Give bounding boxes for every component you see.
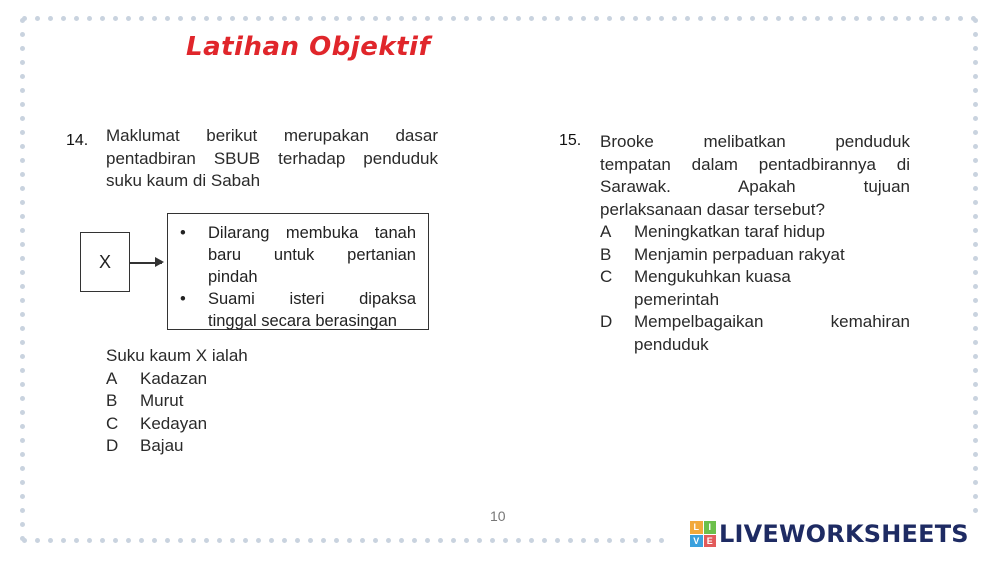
border-dot [20,438,25,443]
border-dot [973,256,978,261]
q15-option-b[interactable] [600,244,910,267]
border-dot [20,60,25,65]
x-label: X [98,251,111,272]
q14-prompt: Suku kaum X ialah [106,346,248,365]
border-dot [87,16,92,21]
border-dot [973,32,978,37]
border-dot [490,538,495,543]
border-dot [20,382,25,387]
border-dot [973,158,978,163]
border-dot [973,88,978,93]
border-dot [973,270,978,275]
border-dot [386,538,391,543]
border-dot [360,538,365,543]
border-dot [295,538,300,543]
border-dot [269,538,274,543]
border-dot [973,144,978,149]
policy-info-box [167,213,429,330]
bullet-line: tinggal secara berasingan [208,312,397,330]
border-dot [425,16,430,21]
border-dot [490,16,495,21]
q14-option-a[interactable] [106,368,406,391]
border-dot [113,538,118,543]
border-dot [373,538,378,543]
border-dot [828,16,833,21]
bullet-line: baru untuk pertanian [208,246,416,264]
border-dot [973,172,978,177]
border-dot [594,16,599,21]
border-dot [973,242,978,247]
option-letter: C [106,413,119,433]
border-dot [607,16,612,21]
border-dot [973,102,978,107]
right-dotted-border [973,18,979,544]
border-dot [815,16,820,21]
border-dot [802,16,807,21]
border-dot [100,16,105,21]
border-dot [932,16,937,21]
border-dot [334,538,339,543]
border-dot [20,508,25,513]
logo-letter: V [690,535,703,548]
border-dot [763,16,768,21]
border-dot [360,16,365,21]
border-dot [464,16,469,21]
border-dot [20,284,25,289]
liveworksheets-logo-icon [690,521,716,547]
border-dot [20,242,25,247]
border-dot [555,16,560,21]
option-letter: B [600,244,612,264]
border-dot [347,538,352,543]
border-dot [711,16,716,21]
border-dot [973,466,978,471]
border-dot [646,538,651,543]
q14-stem-line: Maklumat berikut merupakan dasar [106,126,438,145]
q14-option-b[interactable] [106,390,406,413]
bullet-line: Suami isteri dipaksa [208,290,416,308]
border-dot [451,16,456,21]
border-dot [973,424,978,429]
border-dot [295,16,300,21]
border-dot [973,46,978,51]
border-dot [973,340,978,345]
border-dot [20,354,25,359]
border-dot [973,214,978,219]
q15-stem [600,131,910,356]
left-dotted-border [20,18,26,544]
option-text: Bajau [140,436,184,455]
border-dot [594,538,599,543]
border-dot [973,410,978,415]
border-dot [20,256,25,261]
border-dot [568,538,573,543]
border-dot [20,368,25,373]
border-dot [152,538,157,543]
border-dot [750,16,755,21]
border-dot [973,508,978,513]
option-letter: A [106,368,118,388]
border-dot [973,18,978,23]
q14-option-d[interactable] [106,435,406,458]
option-text: Meningkatkan taraf hidup [634,222,825,241]
border-dot [113,16,118,21]
option-text: Mempelbagaikan kemahiran [634,312,910,331]
border-dot [973,368,978,373]
border-dot [178,16,183,21]
border-dot [438,16,443,21]
option-text: Kedayan [140,413,208,433]
bullet-item [180,288,416,332]
option-text: Menjamin perpaduan rakyat [634,244,845,264]
border-dot [126,16,131,21]
border-dot [321,538,326,543]
option-letter: D [106,436,119,455]
border-dot [503,538,508,543]
border-dot [20,480,25,485]
border-dot [35,16,40,21]
border-dot [20,144,25,149]
border-dot [20,312,25,317]
border-dot [20,74,25,79]
border-dot [581,16,586,21]
q15-option-d[interactable] [600,311,910,356]
border-dot [126,538,131,543]
border-dot [646,16,651,21]
border-dot [334,16,339,21]
worksheet-title: Latihan Objektif [186,32,431,62]
border-dot [880,16,885,21]
border-dot [659,538,664,543]
q14-stem-line: suku kaum di Sabah [106,171,261,190]
border-dot [20,88,25,93]
border-dot [48,16,53,21]
border-dot [139,16,144,21]
border-dot [243,538,248,543]
border-dot [178,538,183,543]
border-dot [698,16,703,21]
border-dot [425,538,430,543]
border-dot [20,18,25,23]
border-dot [217,538,222,543]
border-dot [74,538,79,543]
border-dot [20,270,25,275]
border-dot [516,16,521,21]
border-dot [20,536,25,541]
border-dot [386,16,391,21]
border-dot [87,538,92,543]
border-dot [20,466,25,471]
border-dot [607,538,612,543]
border-dot [973,298,978,303]
q15-stem-line: tempatan dalam pentadbirannya di [600,154,910,174]
border-dot [321,16,326,21]
border-dot [542,16,547,21]
border-dot [308,16,313,21]
border-dot [61,538,66,543]
border-dot [620,16,625,21]
border-dot [399,538,404,543]
border-dot [542,538,547,543]
border-dot [20,494,25,499]
option-text: penduduk [634,334,709,354]
border-dot [973,74,978,79]
bullet-line: Dilarang membuka tanah [208,224,416,242]
border-dot [308,538,313,543]
border-dot [973,228,978,233]
border-dot [204,16,209,21]
border-dot [973,452,978,457]
border-dot [165,16,170,21]
border-dot [217,16,222,21]
border-dot [973,284,978,289]
option-text: Kadazan [140,368,208,388]
q15-option-c[interactable] [600,266,910,311]
border-dot [867,16,872,21]
border-dot [256,538,261,543]
arrow-icon [130,262,162,264]
border-dot [620,538,625,543]
q15-number: 15. [559,132,582,149]
border-dot [100,538,105,543]
border-dot [659,16,664,21]
border-dot [48,538,53,543]
q15-option-a[interactable] [600,221,910,244]
option-text: Murut [140,391,184,410]
q15-stem-line: Sarawak. Apakah tujuan [600,177,910,196]
border-dot [973,130,978,135]
border-dot [20,228,25,233]
border-dot [973,60,978,65]
border-dot [919,16,924,21]
bullet-icon: • [180,224,186,242]
border-dot [165,538,170,543]
option-letter: D [600,312,613,331]
border-dot [633,538,638,543]
border-dot [529,538,534,543]
option-text: Mengukuhkan kuasa [634,267,791,286]
border-dot [191,16,196,21]
border-dot [555,538,560,543]
bullet-line: pindah [208,268,258,286]
border-dot [973,312,978,317]
border-dot [854,16,859,21]
border-dot [20,424,25,429]
border-dot [529,16,534,21]
border-dot [724,16,729,21]
border-dot [152,16,157,21]
option-letter: C [600,267,613,286]
border-dot [373,16,378,21]
logo-letter: L [690,521,703,534]
border-dot [841,16,846,21]
border-dot [20,46,25,51]
border-dot [399,16,404,21]
q14-option-c[interactable] [106,413,406,436]
border-dot [581,538,586,543]
brand-text: LIVEWORKSHEETS [719,520,969,548]
logo-letter: E [704,535,717,548]
liveworksheets-logo[interactable] [690,520,969,548]
border-dot [20,340,25,345]
x-label-box [80,232,130,292]
border-dot [737,16,742,21]
border-dot [973,354,978,359]
border-dot [20,116,25,121]
border-dot [35,538,40,543]
border-dot [20,214,25,219]
border-dot [191,538,196,543]
border-dot [20,452,25,457]
option-letter: A [600,222,612,241]
border-dot [20,522,25,527]
border-dot [282,16,287,21]
border-dot [477,538,482,543]
border-dot [20,172,25,177]
q14-number: 14. [66,132,89,149]
border-dot [973,200,978,205]
border-dot [61,16,66,21]
border-dot [20,32,25,37]
border-dot [412,538,417,543]
border-dot [893,16,898,21]
border-dot [477,16,482,21]
q14-stem [106,125,438,193]
border-dot [139,538,144,543]
border-dot [958,16,963,21]
border-dot [973,480,978,485]
border-dot [20,186,25,191]
border-dot [672,16,677,21]
border-dot [230,538,235,543]
logo-letter: I [704,521,717,534]
border-dot [20,158,25,163]
border-dot [412,16,417,21]
border-dot [464,538,469,543]
border-dot [230,16,235,21]
q14-prompt-and-options [106,345,406,458]
option-text: pemerintah [634,289,720,309]
q15-stem-line: Brooke melibatkan penduduk [600,132,910,151]
border-dot [973,186,978,191]
border-dot [20,102,25,107]
bullet-icon: • [180,290,186,308]
border-dot [20,200,25,205]
border-dot [269,16,274,21]
border-dot [503,16,508,21]
border-dot [789,16,794,21]
border-dot [282,538,287,543]
border-dot [438,538,443,543]
border-dot [347,16,352,21]
border-dot [20,130,25,135]
border-dot [20,396,25,401]
border-dot [973,326,978,331]
border-dot [633,16,638,21]
border-dot [451,538,456,543]
border-dot [973,494,978,499]
q14-stem-line: pentadbiran SBUB terhadap penduduk [106,148,438,168]
border-dot [20,298,25,303]
q15-stem-line: perlaksanaan dasar tersebut? [600,199,825,219]
option-letter: B [106,391,118,410]
border-dot [945,16,950,21]
bullet-item [180,222,416,288]
border-dot [516,538,521,543]
border-dot [973,116,978,121]
border-dot [906,16,911,21]
border-dot [256,16,261,21]
page-number: 10 [490,508,506,524]
border-dot [685,16,690,21]
border-dot [74,16,79,21]
top-dotted-border [22,16,977,22]
border-dot [204,538,209,543]
border-dot [973,438,978,443]
border-dot [973,396,978,401]
border-dot [243,16,248,21]
border-dot [568,16,573,21]
border-dot [20,410,25,415]
border-dot [20,326,25,331]
border-dot [776,16,781,21]
border-dot [973,382,978,387]
